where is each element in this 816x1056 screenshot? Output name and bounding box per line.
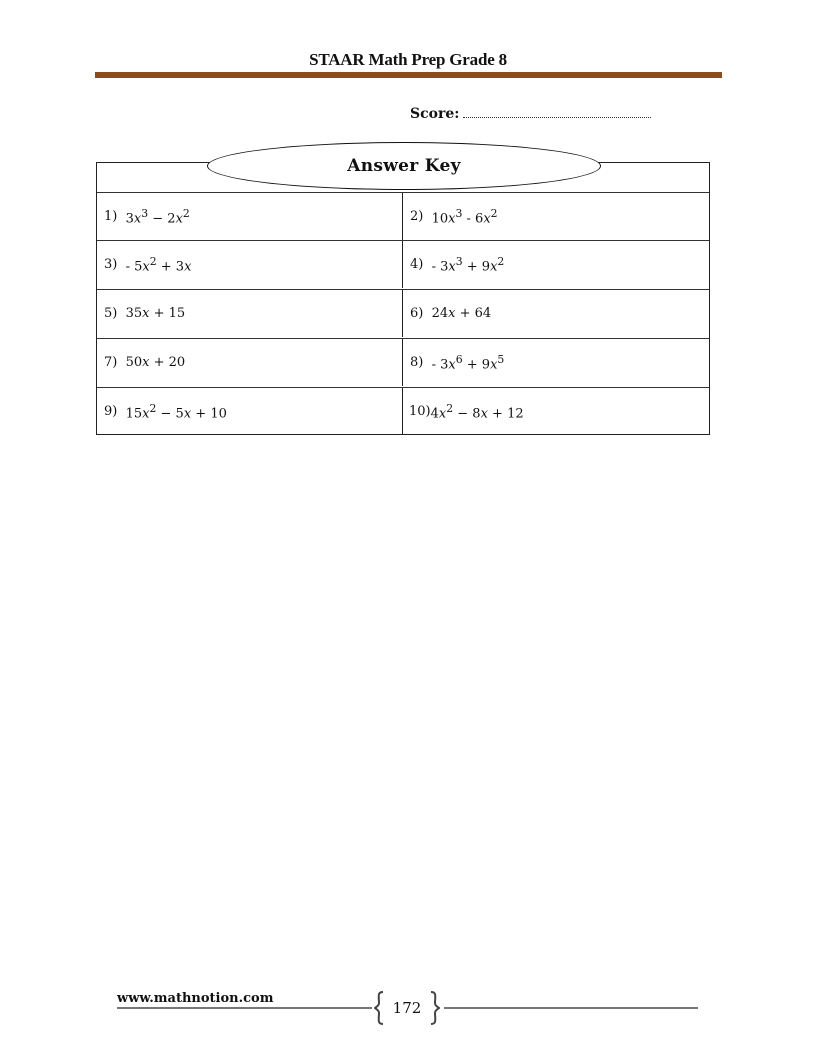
answer-cell: [403, 241, 709, 288]
answer-number: 5): [104, 306, 118, 321]
table-row: [97, 240, 709, 288]
page-number: 172: [392, 999, 422, 1017]
answer-number: 6): [410, 306, 424, 321]
answer-expression: 24x + 64: [431, 306, 492, 321]
answer-number: 2): [410, 209, 424, 224]
answer-number: 9): [104, 404, 118, 419]
answer-key-table: [96, 162, 710, 435]
answer-expression: $10x^3 - 6x^2$: [431, 206, 498, 227]
table-row: [97, 192, 709, 240]
score-field: [410, 106, 651, 122]
answer-expression: 35x + 15: [125, 306, 186, 321]
table-row: [97, 338, 709, 386]
table-row: [97, 289, 709, 337]
answer-cell: [97, 339, 403, 386]
answer-expression: $4x^2 - 8x + 12$: [430, 401, 524, 422]
answer-key-title: Answer Key: [347, 156, 461, 176]
footer-divider-left: [117, 1007, 372, 1009]
answer-expression: $15x^2 - 5x + 10$: [125, 401, 227, 422]
answer-cell: [403, 193, 709, 240]
answer-cell: [97, 241, 403, 288]
answer-number: 4): [410, 257, 424, 272]
answer-number: 10): [409, 404, 431, 419]
score-label: Score:: [410, 106, 460, 122]
answer-expression: 50x + 20: [125, 355, 186, 370]
answer-number: 8): [410, 355, 424, 370]
answer-cell: [403, 388, 709, 435]
table-row: [97, 387, 709, 435]
answer-expression: - $5x^2 + 3x$: [125, 254, 192, 275]
page-header-title: STAAR Math Prep Grade 8: [309, 50, 507, 69]
answer-cell: [403, 290, 709, 337]
answer-number: 7): [104, 355, 118, 370]
footer-website-link[interactable]: www.mathnotion.com: [117, 991, 274, 1006]
answer-cell: [97, 290, 403, 337]
header-divider: [95, 72, 722, 78]
footer-divider-right: [444, 1007, 698, 1009]
score-blank-line: [463, 106, 651, 118]
answer-cell: [403, 339, 709, 386]
answer-number: 1): [104, 209, 118, 224]
answer-expression: - $3x^6 + 9x^5$: [431, 352, 505, 373]
answer-key-title-oval: [207, 142, 601, 190]
answer-expression: $3x^3 - 2x^2$: [125, 206, 190, 227]
answer-number: 3): [104, 257, 118, 272]
answer-cell: [97, 193, 403, 240]
answer-expression: - $3x^3 + 9x^2$: [431, 254, 505, 275]
answer-cell: [97, 388, 403, 435]
